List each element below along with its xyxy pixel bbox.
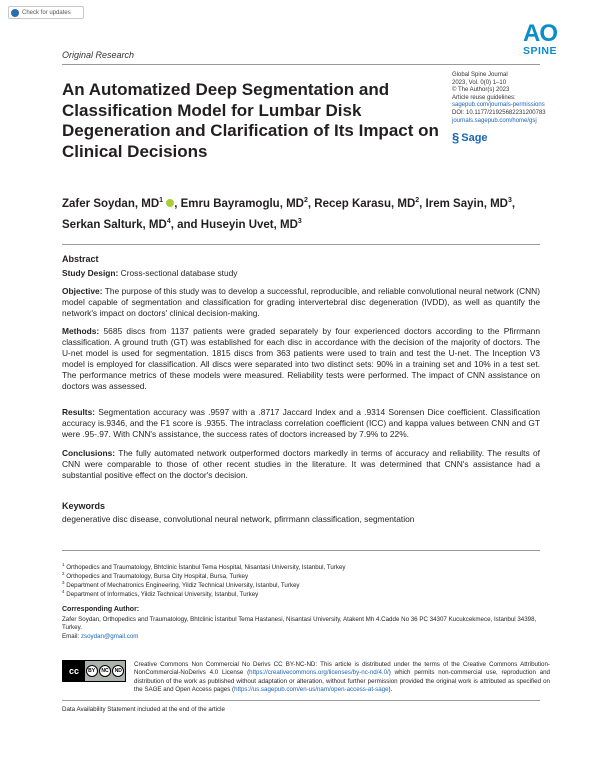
abstract-heading: Abstract [62, 254, 99, 264]
corresponding-text [62, 616, 552, 641]
journal-link[interactable]: journals.sagepub.com/home/gsj [452, 117, 537, 124]
article-type: Original Research [62, 50, 135, 60]
author-3: , Recep Karasu, MD [307, 197, 416, 210]
cc-icon: cc [63, 661, 85, 681]
affiliation-2: $^2$ Orthopedics and Traumatology, Bursa City Hospital, Bursa, Turkey [62, 571, 249, 581]
author-1: Zafer Soydan, MD [62, 197, 160, 210]
sage-s-icon: § [452, 130, 460, 145]
journal-doi[interactable]: DOI: 10.1177/21925682231200783 [452, 109, 546, 116]
journal-info [452, 72, 552, 125]
reuse-link[interactable]: sagepub.com/journals-permissions [452, 102, 545, 109]
journal-citation: 2023, Vol. 0(0) 1–10 [452, 79, 507, 86]
affiliation-4: $^4$ Department of Informatics, Yildiz Technical University, Istanbul, Turkey [62, 589, 259, 599]
corresponding-address: Zafer Soydan, Orthopedics and Traumatology, Bhtclinic İstanbul Tema Hastanesi, Nisantasi University, Atakent Mh 4.Cadde No 36 PC 34307 Kucukcekmece, Istanbul 34398, Turkey. [62, 616, 537, 632]
logo-ao: AO [523, 20, 557, 47]
top-divider [62, 64, 540, 65]
keywords-text: degenerative disc disease, convolutional neural network, pfirrmann classification, segmentation [62, 514, 415, 524]
sage-label: Sage [461, 131, 488, 144]
corresponding-heading: Corresponding Author: [62, 606, 140, 613]
sage-logo [452, 130, 488, 145]
by-icon: BY [86, 665, 98, 677]
check-updates-icon [11, 9, 19, 17]
email-link[interactable]: zsoydan@gmail.com [80, 632, 139, 640]
study-design: Study Design: Cross-sectional database study [62, 268, 238, 278]
journal-name: Global Spine Journal [452, 72, 508, 78]
author-4: , Irem Sayin, MD [419, 197, 508, 210]
check-for-updates-badge[interactable] [8, 6, 84, 19]
journal-copyright: © The Author(s) 2023 [452, 87, 510, 94]
journal-reuse: Article reuse guidelines: [452, 94, 516, 101]
keywords-heading: Keywords [62, 501, 106, 511]
author-5: , Serkan Salturk, MD [62, 197, 516, 231]
check-updates-label: Check for updates [22, 9, 71, 16]
ao-spine-logo [512, 22, 568, 57]
license-text: Creative Commons Non Commercial No Derivs CC BY-NC-ND: This article is distributed under the terms of the Creative Commons Attribution-NonCommercial-NoDerivs 4.0 License (https://creativecommons.org/licenses/by-nc-nd/4.0/) which permits non-commercial use, reproduction and distribution of the work as published without adaptation or alteration, without further permission provided the original work is attributed as specified on the SAGE and Open Access pages (https://us.sagepub.com/en-us/nam/open-access-at-sage). [134, 661, 550, 693]
nd-icon: ND [112, 665, 124, 677]
logo-spine: SPINE [522, 45, 557, 57]
cc-license-badge[interactable] [62, 660, 126, 682]
methods: Methods: 5685 discs from 1137 patients were graded separately by four experienced doctors according to the Pfirrmann classification. A ground truth (GT) was established for each disc in accordance with the decision of the majority of doctors. The U-net model is used for segmentation. 1815 discs from 363 patients were used to train and test the U-net. The Inception V3 model is employed for classification. All discs were separated into two distinct sets: 90% in a training set and 10% in a test set. The performance metrics of these models were measured. Reliability tests were performed. The impact of CNN assistance on doctors was assessed. [62, 326, 540, 391]
open-access-link[interactable]: https://us.sagepub.com/en-us/nam/open-access-at-sage [234, 685, 389, 693]
author-list: Zafer Soydan, $MD^1$ , Emru Bayramoglu, $MD^2$, Recep Karasu, $MD^2$, Irem Sayin, $MD^3$, Serkan Salturk, $MD^4$, and Huseyin Uvet, $MD^3$ [62, 197, 516, 231]
paper-title: An Automatized Deep Segmentation and Classification Model for Lumbar Disk Degeneration and Clarification of Its Impact on Clinical Decisions [62, 80, 439, 161]
affiliation-3: $^3$ Department of Mechatronics Engineering, Yildiz Technical University, Istanbul, Turkey [62, 580, 300, 590]
license-link[interactable]: https://creativecommons.org/licenses/by-nc-nd/4.0/ [249, 669, 389, 677]
nc-icon: NC [99, 665, 111, 677]
results: Results: Segmentation accuracy was .9597 with a .8717 Jaccard Index and a .9314 Sorensen Dice coefficient. Classification accuracy is.9346, and the F1 score is .9355. The intraclass correlation coefficient (ICC) and kappa values between CNN and GT were .95-.97. With CNN's assistance, the success rates of doctors increased by 7.9% to 22%. [62, 407, 540, 439]
author-2: , Emru Bayramoglu, MD [174, 197, 304, 210]
bottom-divider [62, 700, 540, 701]
affiliations-divider [62, 550, 540, 551]
abstract-divider [62, 244, 540, 245]
corresponding-email-line: Email: zsoydan@gmail.com [62, 632, 139, 640]
conclusions: Conclusions: The fully automated network outperformed doctors markedly in terms of accuracy and reliability. The results of CNN were comparable to those of other recent studies in the literature. It was determined that CNN's assistance had a substantial positive effect on the doctor's decision. [62, 448, 540, 480]
author-6: , and Huseyin Uvet, MD [170, 218, 298, 231]
data-availability: Data Availability Statement included at the end of the article [62, 706, 225, 713]
objective: Objective: The purpose of this study was to develop a successful, reproducible, and reliable convolutional neural network (CNN) model capable of segmentation and classification for grading intervertebral disc degeneration (IVDD), as well as quantify the network's impact on doctors' clinical decision-making. [62, 286, 540, 318]
affiliation-1: $^1$ Orthopedics and Traumatology, Bhtclinic İstanbul Tema Hospital, Nisantasi University, Istanbul, Turkey [62, 562, 346, 572]
